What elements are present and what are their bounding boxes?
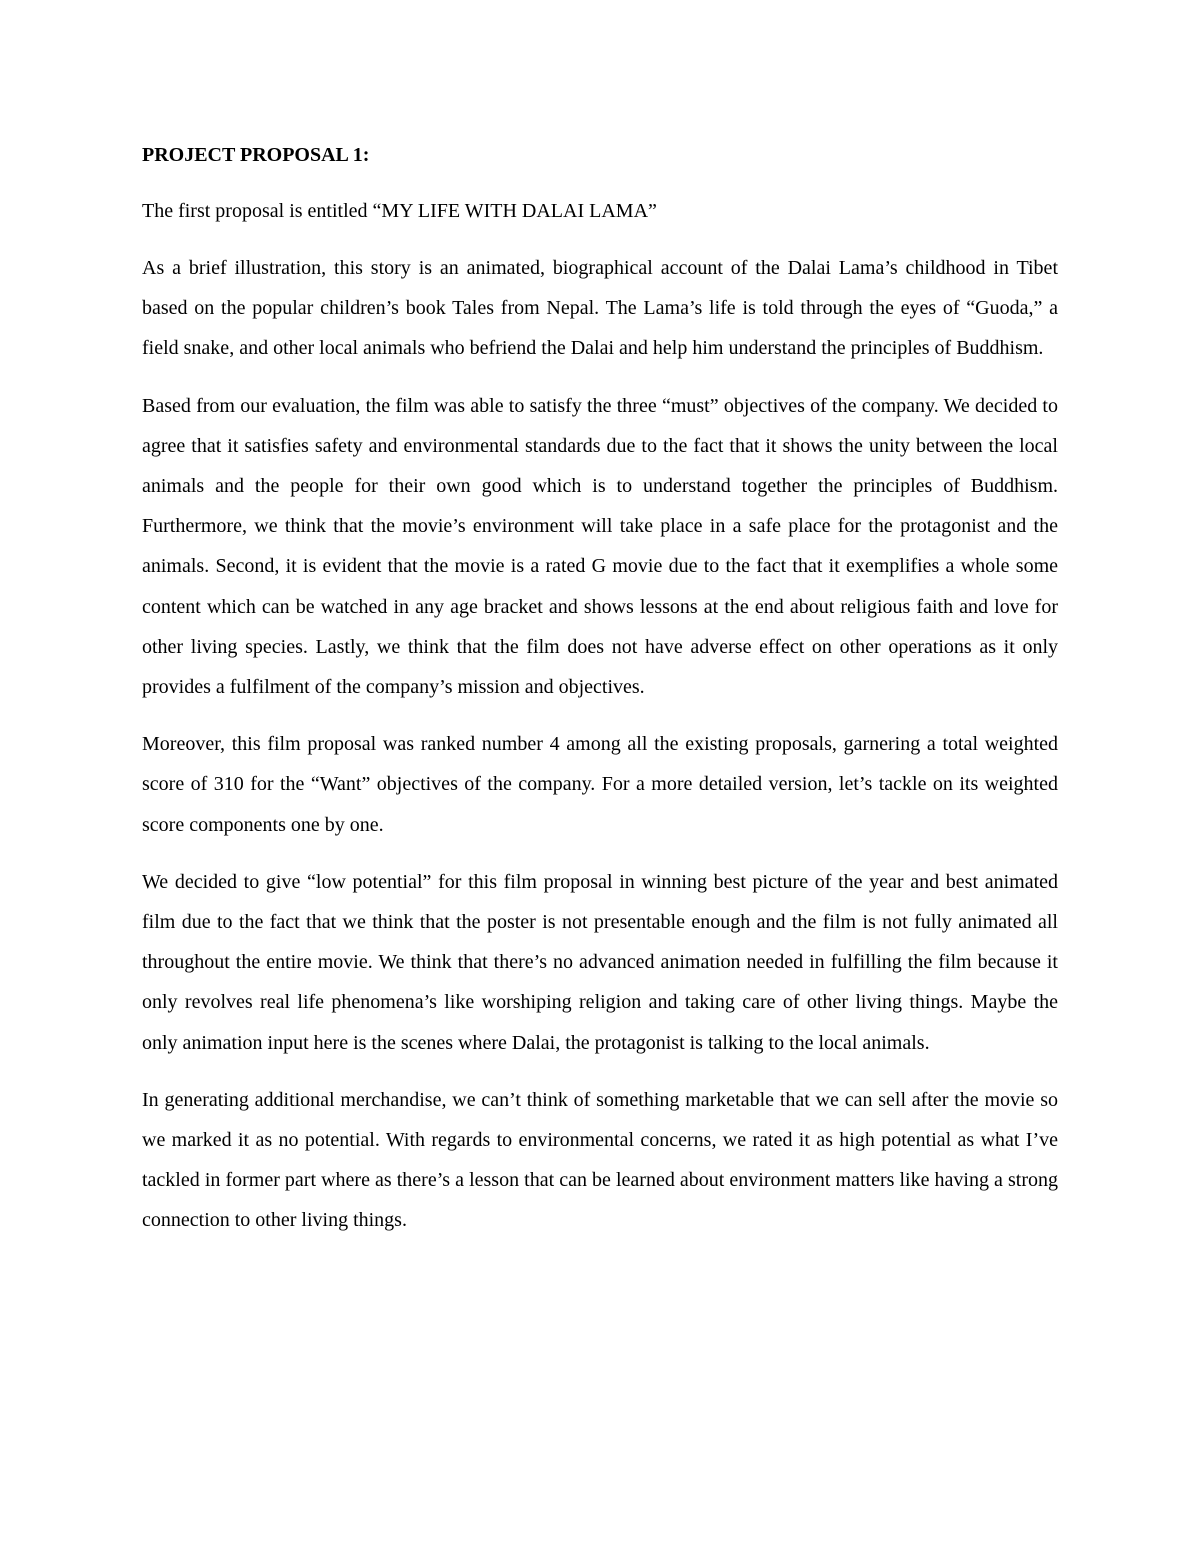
document-body (142, 140, 1058, 1258)
paragraph-illustration: As a brief illustration, this story is an animated, biographical account of the Dalai Lama’s childhood in Tibet based on the popular children’s book Tales from Nepal. The Lama’s life is told through the eyes of “Guoda,” a field snake, and other local animals who befriend the Dalai and help him understand the principles of Buddhism. (142, 257, 1058, 360)
paragraph-evaluation: Based from our evaluation, the film was able to satisfy the three “must” objectives of the company. We decided to agree that it satisfies safety and environmental standards due to the fact that it shows the unity between the local animals and the people for their own good which is to understand together the principles of Buddhism. Furthermore, we think that the movie’s environment will take place in a safe place for the protagonist and the animals. Second, it is evident that the movie is a rated G movie due to the fact that it exemplifies a whole some content which can be watched in any age bracket and shows lessons at the end about religious faith and love for other living species. Lastly, we think that the film does not have adverse effect on other operations as it only provides a fulfilment of the company’s mission and objectives. (142, 394, 1058, 699)
proposal-title-line: The first proposal is entitled “MY LIFE WITH DALAI LAMA” (142, 200, 657, 222)
paragraph-potential: We decided to give “low potential” for this film proposal in winning best picture of the year and best animated film due to the fact that we think that the poster is not presentable enough and the film is not fully animated all throughout the entire movie. We think that there’s no advanced animation needed in fulfilling the film because it only revolves real life phenomena’s like worshiping religion and taking care of other living things. Maybe the only animation input here is the scenes where Dalai, the protagonist is talking to the local animals. (142, 870, 1058, 1054)
paragraph-merchandise: In generating additional merchandise, we can’t think of something marketable that we can sell after the movie so we marked it as no potential. With regards to environmental concerns, we rated it as high potential as what I’ve tackled in former part where as there’s a lesson that can be learned about environment matters like having a strong connection to other living things. (142, 1088, 1058, 1232)
document-heading: PROJECT PROPOSAL 1: (142, 144, 370, 166)
paragraph-ranking: Moreover, this film proposal was ranked number 4 among all the existing proposals, garnering a total weighted score of 310 for the “Want” objectives of the company. For a more detailed version, let’s tackle on its weighted score components one by one. (142, 733, 1058, 836)
